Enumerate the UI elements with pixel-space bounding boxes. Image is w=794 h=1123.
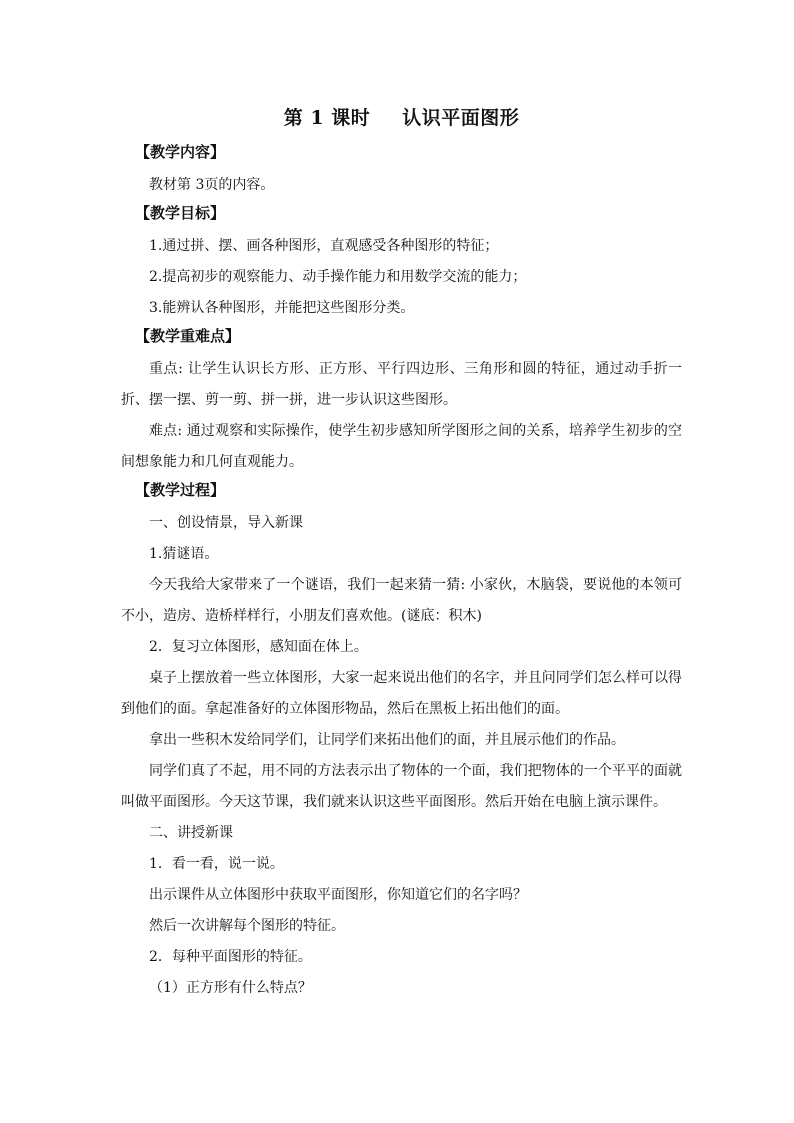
process-paragraph: 2．复习立体图形，感知面在体上。	[149, 639, 368, 655]
process-paragraph: 然后一次讲解每个图形的特征。	[149, 918, 345, 934]
section-heading-goals: 【教学目标】	[135, 204, 226, 222]
process-paragraph: 桌子上摆放着一些立体图形，大家一起来说出他们的名字，并且问同学们怎么样可以得到他们的面。拿起准备好的立体图形物品，然后在黑板上拓出他们的面。	[121, 670, 682, 717]
process-paragraph: 同学们真了不起，用不同的方法表示出了物体的一个面，我们把物体的一个平平的面就叫做平面图形。今天这节课，我们就来认识这些平面图形。然后开始在电脑上演示课件。	[121, 763, 682, 810]
section-heading-key-points: 【教学重难点】	[135, 327, 241, 345]
lesson-topic: 认识平面图形	[402, 107, 520, 129]
lesson-number: 第 1 课时	[283, 107, 371, 129]
content-text: 教材第 3页的内容。	[149, 177, 275, 193]
process-paragraph: 二、讲授新课	[149, 825, 233, 841]
section-heading-process: 【教学过程】	[135, 481, 226, 499]
process-paragraph: 1.猜谜语。	[149, 546, 219, 562]
goal-item: 2.提高初步的观察能力、动手操作能力和用数学交流的能力；	[149, 269, 527, 285]
process-paragraph: 2．每种平面图形的特征。	[149, 949, 312, 965]
process-paragraph: 今天我给大家带来了一个谜语，我们一起来猜一猜: 小家伙，木脑袋，要说他的本领可不小，造房、造桥样样行，小朋友们喜欢他。(谜底：积木)	[121, 577, 682, 624]
difficulty-text: 难点: 通过观察和实际操作，使学生初步感知所学图形之间的关系，培养学生初步的空间想象能力和几何直观能力。	[121, 423, 682, 470]
goal-item: 3.能辨认各种图形，并能把这些图形分类。	[149, 300, 415, 316]
process-paragraph: 1．看一看，说一说。	[149, 856, 284, 872]
process-paragraph: （1）正方形有什么特点？	[149, 980, 312, 996]
page-title	[121, 104, 682, 132]
process-paragraph: 拿出一些积木发给同学们，让同学们来拓出他们的面，并且展示他们的作品。	[149, 732, 625, 748]
goal-item: 1.通过拼、摆、画各种图形，直观感受各种图形的特征；	[149, 238, 499, 254]
document-body	[121, 104, 682, 1004]
section-heading-content: 【教学内容】	[135, 143, 226, 161]
focus-text: 重点: 让学生认识长方形、正方形、平行四边形、三角形和圆的特征，通过动手折一折、摆一摆、剪一剪、拼一拼，进一步认识这些图形。	[121, 361, 682, 408]
process-paragraph: 一、创设情景，导入新课	[149, 515, 303, 531]
process-paragraph: 出示课件从立体图形中获取平面图形，你知道它们的名字吗？	[149, 887, 527, 903]
